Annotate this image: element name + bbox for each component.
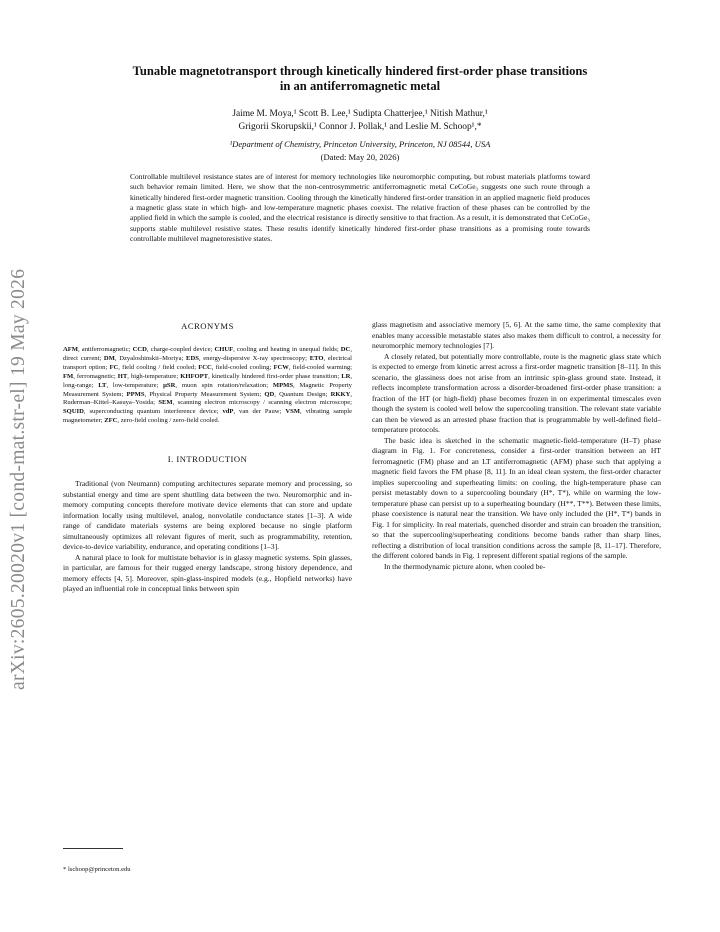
acronym-definition: , energy-dispersive X-ray spectroscopy; bbox=[198, 354, 310, 362]
acronym-term: VSM bbox=[285, 408, 300, 416]
acronym-term: μSR bbox=[163, 381, 176, 389]
acronym-definition: , scanning electron microscopy / scanning electron microscope; bbox=[172, 399, 352, 407]
acronym-term: EDS bbox=[186, 354, 199, 362]
acronym-definition: , Dzyaloshinskii–Moriya; bbox=[114, 354, 187, 362]
arxiv-identifier-stamp: arXiv:2605.20020v1 [cond-mat.str-el] 19 May 2026 bbox=[8, 268, 29, 690]
acronym-term: ZFC bbox=[104, 417, 118, 425]
paper-title-line-2: in an antiferromagnetic metal bbox=[279, 79, 441, 93]
acronym-definition: , ferromagnetic; bbox=[73, 372, 118, 380]
acronym-definition: , direct current; bbox=[63, 346, 352, 362]
acronym-definition: , cooling and heating in unequal fields; bbox=[233, 346, 341, 353]
acronym-definition: , field-cooled warming; bbox=[288, 363, 352, 371]
corresponding-author-footnote: * lschoop@princeton.edu bbox=[63, 866, 131, 873]
acronym-term: vdP bbox=[222, 408, 234, 416]
acronym-definition: , Physical Property Measurement System; bbox=[144, 390, 265, 398]
acronym-term: FC bbox=[109, 363, 119, 371]
acronym-definition: , electrical transport option; bbox=[63, 354, 352, 371]
right-column bbox=[372, 320, 661, 572]
acronym-term: FM bbox=[63, 372, 74, 380]
acronym-term: KHFOPT bbox=[180, 372, 209, 380]
abstract: Controllable multilevel resistance states are of interest for memory technologies like neuromorphic computing, but robust materials platforms toward such behavior remain limited. Here, we show that the non-centrosymmetric antiferromagnetic metal CeCoGe₃ suggests one such route through a kinetically hindered first-order magnetic transition. Cooling through the kinetically hindered first-order transition in an applied magnetic field produces a magnetic glass state in which high- and low-temperature magnetic phases coexist. The relative fraction of these phases can be controlled by the applied field in which the sample is cooled, and the electrical resistance is directly sensitive to that fraction. As a result, it is demonstrated that CeCoGe₃ supports stable multilevel resistive states. These results identify kinetically hindered first-order phase transitions as a promising route towards controllable multilevel magnetoresistive states. bbox=[130, 172, 590, 244]
acronym-term: CCD bbox=[132, 346, 147, 353]
acronym-definition: , charge-coupled device; bbox=[146, 346, 215, 353]
acronym-definition: , Quantum Design; bbox=[274, 390, 331, 398]
acronym-term: SEM bbox=[158, 399, 173, 407]
affiliation: ¹Department of Chemistry, Princeton University, Princeton, NJ 08544, USA bbox=[229, 139, 491, 149]
intro-paragraph-3: glass magnetism and associative memory [5, 6]. At the same time, the same complexity that enables many accessible metastable states also makes them difficult to control, a necessity for neuromorphic memory technologies [7]. bbox=[372, 320, 661, 350]
intro-paragraph-6: In the thermodynamic picture alone, when cooled be- bbox=[384, 561, 546, 571]
acronym-term: DM bbox=[103, 354, 115, 362]
acronym-list bbox=[63, 346, 352, 426]
acronym-definition: , muon spin rotation/relaxation; bbox=[175, 381, 273, 389]
acronym-term: SQUID bbox=[63, 408, 84, 416]
intro-paragraph-4: A closely related, but potentially more controllable, route is the magnetic glass state which is expected to emerge from kinetic arrest across a first-order magnetic transition [8–11]. In this scenario, the glassiness does not arise from an intrinsic spin-glass ground state. Instead, it reflects incomplete transformation across a disorder-broadened first-order phase transition: a fraction of the HT (or high-field) phase becomes frozen in on experimental timescales even though the system is cooled well below the supercooling transition. The relevant state variable can then be viewed as an arrested phase fraction that is programmable by well-defined field–temperature protocols. bbox=[372, 351, 661, 434]
acronym-term: CHUF bbox=[214, 346, 234, 353]
acronym-definition: , high-temperature; bbox=[127, 372, 181, 380]
acronym-definition: , kinetically hindered first-order phase transition; bbox=[208, 372, 342, 380]
acronym-term: MPMS bbox=[272, 381, 294, 389]
acronym-term: LT bbox=[98, 381, 107, 389]
acronym-term: PPMS bbox=[126, 390, 145, 398]
acronym-term: ETO bbox=[309, 354, 324, 362]
acronym-term: DC bbox=[340, 346, 351, 353]
acronym-definition: , van der Pauw; bbox=[233, 408, 286, 416]
acronym-term: FCC bbox=[198, 363, 212, 371]
intro-paragraph-1: Traditional (von Neumann) computing architectures separate memory and processing, so substantial energy and time are spent shuttling data between the two. Neuromorphic and in-memory computing concepts therefore motivate device elements that can store and update information locally using multilevel, analog, nonvolatile conductance states [1–3]. A wide range of candidate materials systems are being explored because no single platform simultaneously optimizes all relevant figures of merit, such as programmability, retention, device-to-device variability, endurance, and operating conditions [1–3]. bbox=[63, 479, 352, 552]
acronym-definition: , Magnetic Property Measurement System; bbox=[63, 381, 352, 398]
acronym-definition: , superconducting quantum interference device; bbox=[83, 408, 223, 416]
acronym-definition: , low-temperature; bbox=[106, 381, 164, 389]
author-list bbox=[60, 108, 660, 134]
acronym-term: LR bbox=[341, 372, 351, 380]
acronym-term: QD bbox=[264, 390, 275, 398]
intro-paragraph-5: The basic idea is sketched in the schematic magnetic-field–temperature (H–T) phase diagram in Fig. 1. For concreteness, consider a first-order transition between an HT ferromagnetic (FM) phase and an LT antiferromagnetic (AFM) phase such that applying a magnetic field favors the FM phase [8, 11]. In an ideal clean system, the first-order character implies supercooling and superheating limits: on cooling, the high-temperature phase can persist metastably down to a supercooling boundary (H*, T*), while on warming the low-temperature phase can persist up to a superheating boundary (H**, T**). Between these limits, phase coexistence is natural near the transition. We have only included the (H*, T*) bands in Fig. 1 for simplicity. In real materials, quenched disorder and strain can broaden the transition, so that the supercooling/superheating conditions become bands rather than sharp lines, reflecting a distribution of local transition conditions across the sample [8, 11–17]. Therefore, the different colored bands in Fig. 1 represent different spatial regions of the sample. bbox=[372, 435, 661, 560]
acronym-definition: , field cooling / field cooled; bbox=[118, 363, 199, 371]
author-line-1: Jaime M. Moya,¹ Scott B. Lee,¹ Sudipta Chatterjee,¹ Nitish Mathur,¹ bbox=[232, 109, 488, 119]
acronym-definition: , vibrating sample magnetometer; bbox=[63, 408, 352, 425]
acronym-definition: , field-cooled cooling; bbox=[211, 363, 274, 371]
acronym-definition: , zero-field cooling / zero-field cooled. bbox=[117, 417, 220, 425]
acronyms-heading: ACRONYMS bbox=[181, 321, 234, 331]
footnote-rule bbox=[63, 848, 123, 849]
acronym-term: AFM bbox=[63, 346, 79, 353]
acronym-term: RKKY bbox=[330, 390, 351, 398]
author-line-2: Grigorii Skorupskii,¹ Connor J. Pollak,¹ and Leslie M. Schoop¹,* bbox=[238, 122, 482, 132]
left-column bbox=[63, 320, 352, 595]
introduction-heading: I. INTRODUCTION bbox=[167, 454, 248, 465]
intro-paragraph-2: A natural place to look for multistate behavior is in glassy magnetic systems. Spin glasses, in particular, are famous for their rugged energy landscape, strong history dependence, and memory effects [4, 5]. Moreover, spin-glass-inspired models (e.g., Hopfield networks) have played an influential role in conceptual links between spin bbox=[63, 552, 352, 594]
acronym-term: FCW bbox=[273, 363, 289, 371]
acronym-definition: , antiferromagnetic; bbox=[78, 346, 133, 353]
acronym-definition: , Ruderman–Kittel–Kasuya–Yosida; bbox=[63, 390, 352, 407]
acronym-term: HT bbox=[117, 372, 128, 380]
paper-title bbox=[60, 64, 660, 94]
acronym-definition: , long-range; bbox=[63, 372, 353, 389]
paper-title-line-1: Tunable magnetotransport through kinetically hindered first-order phase transitions bbox=[132, 64, 588, 78]
date-line: (Dated: May 20, 2026) bbox=[320, 152, 400, 162]
